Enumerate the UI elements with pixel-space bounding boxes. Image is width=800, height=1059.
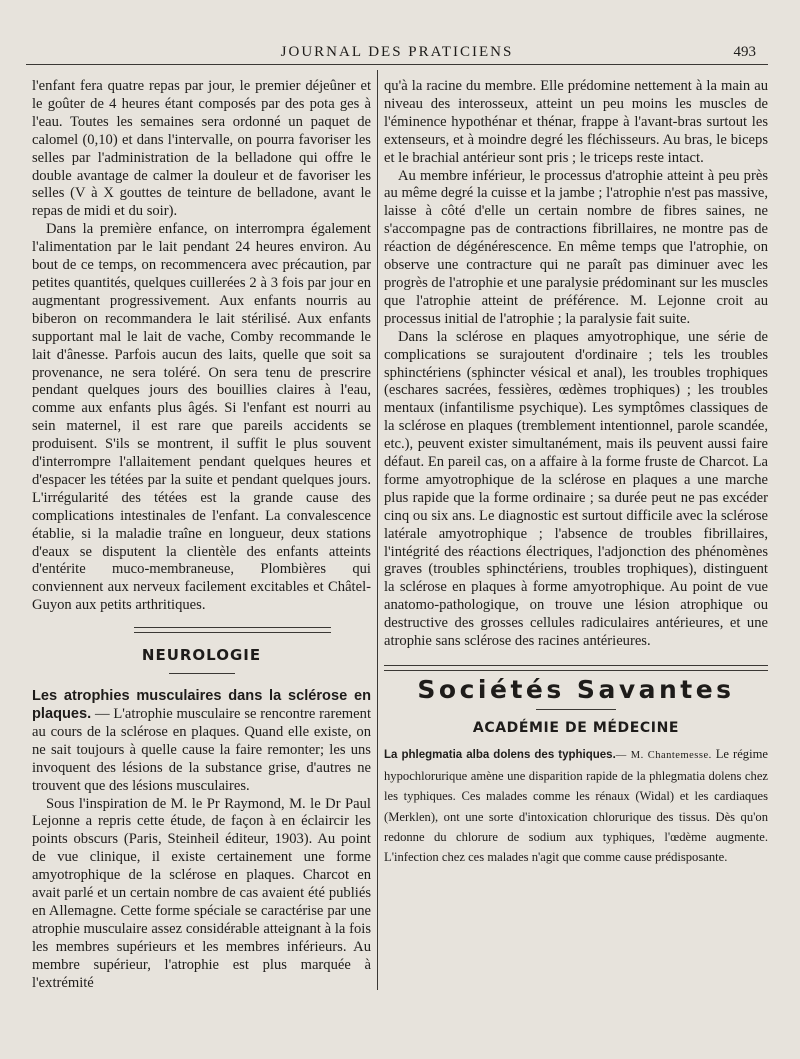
- academie-item: [384, 744, 768, 868]
- section-banner-societes-savantes: Sociétés Savantes: [417, 675, 735, 704]
- paragraph-continued: l'enfant fera quatre repas par jour, le premier déjeûner et le goûter de 4 heures étant composés par des pota ges à l'eau. Toutes les semaines sera ordonné un paquet de calomel (0,10) et dans l'intervalle, on pourra favoriser les selles par l'administration de la belladone qui offre le double avantage de calmer la douleur et de favoriser les selles (V à X gouttes de teinture de belladone, avant le repas de midi et du soir).: [32, 78, 371, 220]
- item-author: — M. Chantemesse.: [615, 749, 712, 761]
- item-text: Le régime hypochlorurique amène une disparition rapide de la phlegmatia dolens chez les typhiques. Ces malades comme les rénaux (Widal) et les cardiaques (Merklen), ont une sorte d'intoxication chlorurique des tissus. Dès qu'on redonne du chlorure de sodium aux typhiques, l'œdème augmente. L'infection chez ces malades n'agit que comme cause prédisposante.: [384, 746, 768, 865]
- right-column: [384, 78, 768, 868]
- column-divider: [377, 70, 378, 990]
- item-title: La phlegmatia alba dolens des typhiques.: [384, 748, 616, 761]
- paragraph-continued: qu'à la racine du membre. Elle prédomine nettement à la main au niveau des interosseux, atteint un peu moins les muscles de l'éminence hypothénar et thénar, frappe à l'avant-bras surtout les extenseurs, et à moindre degré les fléchisseurs. Au bras, le biceps et le brachial antérieur sont pris ; le triceps reste intact.: [384, 78, 768, 166]
- page-number: 493: [733, 44, 756, 60]
- section-rule: [384, 665, 768, 671]
- paragraph: Au membre inférieur, le processus d'atrophie atteint à peu près au même degré la cuisse et la jambe ; l'atrophie n'est pas massive, laisse à côté d'elle un certain nombre de fibres saines, ne s'accompagne pas de contractions fibrillaires, ne montre pas de réaction de dégénérescence. En même temps que l'atrophie, on observe une contracture qui ne paraît pas diminuer avec les progrès de l'atrophie et une paralysie prédominant sur les muscles que l'atrophie atteint de préférence. M. Lejonne croit au processus initial de l'atrophie ; la paralysie fait suite.: [384, 167, 768, 327]
- paragraph: Sous l'inspiration de M. le Pr Raymond, M. le Dr Paul Lejonne a repris cette étude, de façon à en éclaircir les points obscurs (Paris, Steinheil éditeur, 1903). Au point de vue clinique, il existe certainement une forme amyotrophique de la sclérose en plaques. Charcot en avait parlé et un certain nombre de cas avaient été publiés en Allemagne. Cette forme spéciale se caractérise par une atrophie musculaire assez considérable atteignant à la fois les membres supérieurs et les membres inférieurs. Au membre supérieur, l'atrophie est plus marquée à l'extrémité: [32, 795, 371, 991]
- short-rule: [169, 673, 235, 674]
- section-heading-neurologie: NEUROLOGIE: [141, 646, 262, 665]
- article-intro: — L'atrophie musculaire se rencontre rarement au cours de la sclérose en plaques. Quand elle existe, on ne sait toujours à quelle cause la faire remonter; les uns invoquent des lésions de la substance grise, d'autres ne trouvent que des lésions musculaires.: [32, 706, 371, 794]
- paragraph: Dans la première enfance, on interrompra également l'alimentation par le lait pendant 24 heures environ. Au bout de ce temps, on recommencera avec précaution, par petites quantités, quelques cuillerées 2 à 3 fois par jour en augmentant progressivement. Aux enfants nourris au biberon on recommandera le lait stérilisé. Aux enfants supportant mal le lait de vache, Comby recommande le lait d'ânesse. Parfois aucun des laits, quelle que soit sa provenance, ne sera toléré. On sera tenu de prescrire pendant quelques jours des bouillies claires à l'eau, comme aux enfants plus âgés. Si l'enfant est nourri au sein maternel, il est rare que pareils accidents se produisent. S'ils se montrent, il suffit le plus souvent d'interrompre l'allaitement pendant quelques heures et d'espacer les tétées par la suite et pendant quelques jours. L'irrégularité des tétées est la grande cause des complications intestinales de l'enfant. La convalescence établie, si la maladie traîne en longueur, deux stations d'eaux se disputent la clientèle des enfants atteints d'entérite muco-membraneuse, Plombières qui conviennent aux nerveux facilement excitables et Châtel-Guyon aux petits arthritiques.: [32, 221, 371, 614]
- short-rule: [536, 709, 616, 710]
- journal-title: JOURNAL DES PRATICIENS: [280, 44, 514, 60]
- paragraph: Dans la sclérose en plaques amyotrophique, une série de complications se surajoutent d'ordinaire ; tels les troubles sphinctériens (sphincter vésical et anal), les troubles trophiques (eschares sacrées, fessières, œdèmes trophiques) ; les troubles mentaux (infantilisme psychique). Les symptômes classiques de la sclérose en plaques (tremblement intentionnel, parole scandée, etc.), peuvent exister simultanément, mais ils peuvent aussi faire défaut. En pareil cas, on a affaire à la forme fruste de Charcot. La forme amyotrophique de la sclérose en plaques a une marche plus rapide que la forme ordinaire ; sa durée peut ne pas excéder cinq ou six ans. Le diagnostic est surtout difficile avec la sclérose latérale amyotrophique ; l'absence de troubles fibrillaires, l'intégrité des réactions électriques, l'adjonction des phénomènes graves (troubles sphinctériens, troubles trophiques), distinguent la sclérose en plaques à forme amyotrophique. Au point de vue anatomo-pathologique, on trouve une lésion atrophique ou destructive des grosses cellules radiculaires antérieures, et une atrophie sans sclérose des racines antérieures.: [384, 328, 768, 650]
- subsection-heading-academie: ACADÉMIE DE MÉDECINE: [472, 719, 680, 736]
- article-title: Les atrophies musculaires dans la sclérose en plaques.: [32, 688, 371, 722]
- article-paragraph: [32, 688, 371, 795]
- running-header: [26, 40, 768, 65]
- left-column: [32, 78, 371, 993]
- section-rule: [134, 627, 331, 633]
- academie-paragraph: [384, 744, 768, 868]
